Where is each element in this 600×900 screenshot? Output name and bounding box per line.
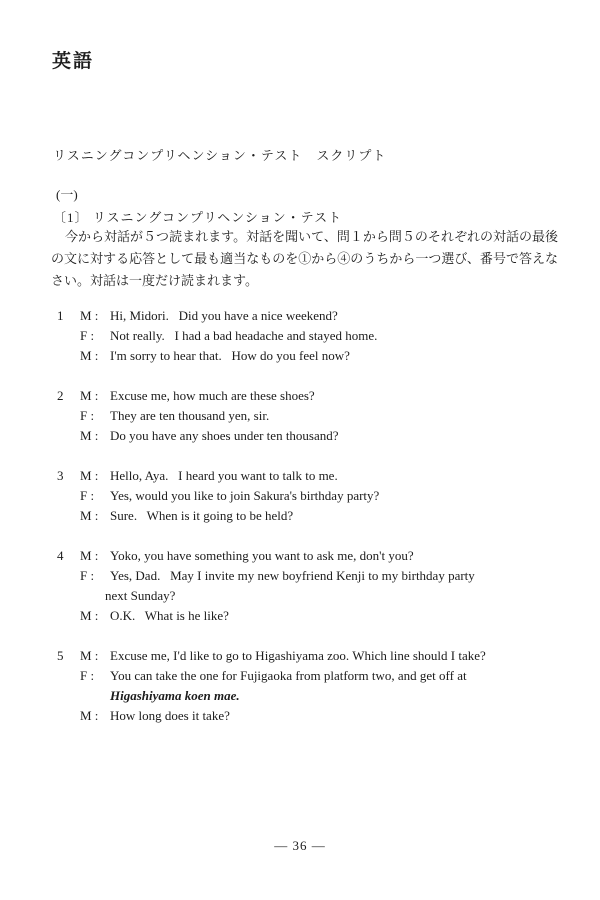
speaker-label: M : bbox=[80, 428, 99, 443]
dialogue-number: 1 bbox=[57, 308, 64, 323]
speaker-label: M : bbox=[80, 348, 99, 363]
dialogue-line-continuation bbox=[52, 686, 557, 706]
dialogue-text: Excuse me, how much are these shoes? bbox=[110, 388, 315, 403]
dialogue-4 bbox=[52, 546, 557, 626]
spacer bbox=[52, 486, 80, 506]
dialogue-2 bbox=[52, 386, 557, 446]
dialogue-text: O.K. What is he like? bbox=[110, 608, 229, 623]
spacer bbox=[52, 666, 80, 686]
dialogue-line bbox=[52, 466, 557, 486]
spacer bbox=[52, 506, 80, 526]
station-name-emphasis: Higashiyama koen mae. bbox=[110, 688, 240, 703]
dialogue-line bbox=[52, 486, 557, 506]
dialogue-3 bbox=[52, 466, 557, 526]
dialogue-text: Sure. When is it going to be held? bbox=[110, 508, 294, 523]
dialogue-number: 4 bbox=[57, 548, 64, 563]
spacer bbox=[52, 706, 80, 726]
dialogue-text: Not really. I had a bad headache and stayed home. bbox=[110, 328, 378, 343]
speaker-label: F : bbox=[80, 328, 95, 343]
section-marker: (一) bbox=[56, 187, 78, 202]
speaker-label: M : bbox=[80, 608, 99, 623]
spacer bbox=[52, 586, 80, 606]
dialogue-text: You can take the one for Fujigaoka from platform two, and get off at bbox=[110, 668, 467, 683]
dialogue-line bbox=[52, 386, 557, 406]
dialogue-1 bbox=[52, 306, 557, 366]
speaker-label: M : bbox=[80, 308, 99, 323]
dialogue-line bbox=[52, 606, 557, 626]
page-number: — 36 — bbox=[274, 838, 326, 853]
speaker-label: F : bbox=[80, 408, 95, 423]
dialogue-line bbox=[52, 706, 557, 726]
dialogue-text: Yes, would you like to join Sakura's birthday party? bbox=[110, 488, 380, 503]
dialogue-5 bbox=[52, 646, 557, 726]
speaker-label: F : bbox=[80, 668, 95, 683]
dialogue-number: 3 bbox=[57, 468, 64, 483]
dialogue-text: Excuse me, I'd like to go to Higashiyama zoo. Which line should I take? bbox=[110, 648, 486, 663]
spacer bbox=[80, 686, 110, 706]
speaker-label: M : bbox=[80, 548, 99, 563]
speaker-label: M : bbox=[80, 388, 99, 403]
dialogue-text: Hello, Aya. I heard you want to talk to me. bbox=[110, 468, 338, 483]
dialogue-text: I'm sorry to hear that. How do you feel now? bbox=[110, 348, 350, 363]
dialogue-line bbox=[52, 646, 557, 666]
spacer bbox=[52, 346, 80, 366]
dialogue-list bbox=[52, 306, 557, 746]
dialogue-text: They are ten thousand yen, sir. bbox=[110, 408, 270, 423]
section-heading: 〔1〕 リスニングコンプリヘンション・テスト bbox=[53, 210, 343, 225]
dialogue-line bbox=[52, 306, 557, 326]
spacer bbox=[52, 606, 80, 626]
subject-title: 英語 bbox=[52, 50, 95, 72]
speaker-label: F : bbox=[80, 488, 95, 503]
spacer bbox=[52, 566, 80, 586]
dialogue-text-continuation: next Sunday? bbox=[105, 588, 176, 603]
speaker-label: M : bbox=[80, 508, 99, 523]
dialogue-text: Yoko, you have something you want to ask me, don't you? bbox=[110, 548, 414, 563]
dialogue-line bbox=[52, 546, 557, 566]
dialogue-line bbox=[52, 566, 557, 586]
dialogue-text: Hi, Midori. Did you have a nice weekend? bbox=[110, 308, 338, 323]
speaker-label: M : bbox=[80, 648, 99, 663]
dialogue-line bbox=[52, 406, 557, 426]
dialogue-number: 2 bbox=[57, 388, 64, 403]
dialogue-number: 5 bbox=[57, 648, 64, 663]
spacer bbox=[52, 686, 80, 706]
dialogue-line bbox=[52, 326, 557, 346]
spacer bbox=[52, 326, 80, 346]
dialogue-text: Do you have any shoes under ten thousand? bbox=[110, 428, 339, 443]
speaker-label: M : bbox=[80, 708, 99, 723]
dialogue-line bbox=[52, 426, 557, 446]
speaker-label: M : bbox=[80, 468, 99, 483]
script-title: リスニングコンプリヘンション・テスト スクリプト bbox=[53, 148, 387, 163]
dialogue-line bbox=[52, 506, 557, 526]
dialogue-text: How long does it take? bbox=[110, 708, 230, 723]
dialogue-text: Yes, Dad. May I invite my new boyfriend Kenji to my birthday party bbox=[110, 568, 475, 583]
instructions-paragraph: 今から対話が５つ読まれます。対話を聞いて、問１から問５のそれぞれの対話の最後の文に対する応答として最も適当なものを①から④のうちから一つ選び、番号で答えなさい。対話は一度だけ読まれます。 bbox=[51, 229, 558, 288]
spacer bbox=[52, 406, 80, 426]
dialogue-line bbox=[52, 346, 557, 366]
spacer bbox=[52, 426, 80, 446]
dialogue-line bbox=[52, 666, 557, 686]
speaker-label: F : bbox=[80, 568, 95, 583]
dialogue-line-continuation bbox=[52, 586, 557, 606]
